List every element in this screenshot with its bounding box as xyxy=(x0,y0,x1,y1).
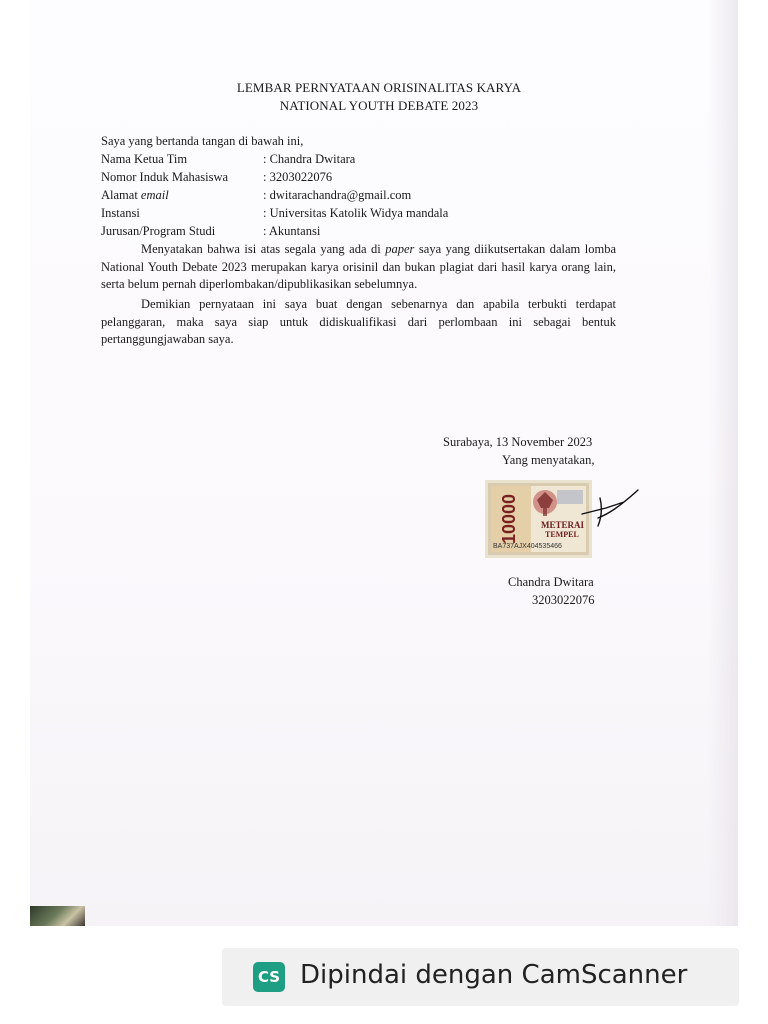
camscanner-watermark xyxy=(222,948,739,1006)
field-label-nim: Nomor Induk Mahasiswa xyxy=(101,170,229,184)
declarant-label: Yang menyatakan, xyxy=(502,453,595,467)
field-label-major: Jurusan/Program Studi xyxy=(101,224,216,238)
intro-text: Saya yang bertanda tangan di bawah ini, xyxy=(101,134,304,148)
field-label-institution: Instansi xyxy=(101,206,140,220)
scanned-page xyxy=(30,0,738,926)
meterai-stamp xyxy=(485,480,592,558)
place-date: Surabaya, 13 November 2023 xyxy=(443,435,593,449)
signer-id: 3203022076 xyxy=(532,593,595,607)
document-title-line2: NATIONAL YOUTH DEBATE 2023 xyxy=(279,98,479,113)
field-value-institution: : Universitas Katolik Widya mandala xyxy=(263,206,449,220)
camscanner-logo-icon: CS xyxy=(253,962,285,992)
field-label-email-pre: Alamat xyxy=(101,188,141,202)
field-label-name: Nama Ketua Tim xyxy=(101,152,188,166)
field-label-email xyxy=(101,188,169,203)
document-title-line1: LEMBAR PERNYATAAN ORISINALITAS KARYA xyxy=(236,80,522,95)
field-label-email-em: email xyxy=(140,188,169,202)
camscanner-text: Dipindai dengan CamScanner xyxy=(300,960,688,990)
closing-paragraph: Demikian pernyataan ini saya buat dengan sebenarnya dan apabila terbukti terdapat pelanggaran, maka saya siap untuk didiskualifikasi dari perlombaan ini sebagai bentuk pertanggungjawaban saya. xyxy=(101,297,616,346)
field-value-nim: : 3203022076 xyxy=(263,170,333,184)
signer-name: Chandra Dwitara xyxy=(508,575,594,589)
statement-paragraph: Menyatakan bahwa isi atas segala yang ada di paper saya yang diikutsertakan dalam lomba National Youth Debate 2023 merupakan karya orisinil dan bukan plagiat dari hasil karya orang lain, serta belum pernah diperlombakan/dipublikasikan sebelumnya. xyxy=(101,242,617,291)
page-edge-shadow xyxy=(708,0,738,926)
scanned-corner-artifact xyxy=(30,906,85,926)
stamp-serial: BA737AJX404535466 xyxy=(493,543,562,550)
stamp-label-line2: TEMPEL xyxy=(545,530,579,539)
field-value-name: : Chandra Dwitara xyxy=(263,152,356,166)
signature xyxy=(578,488,640,530)
stamp-label-line1: METERAI xyxy=(541,520,585,530)
field-value-major: : Akuntansi xyxy=(263,224,321,238)
stamp-value: 10000 xyxy=(499,493,519,544)
field-value-email: : dwitarachandra@gmail.com xyxy=(263,188,412,202)
